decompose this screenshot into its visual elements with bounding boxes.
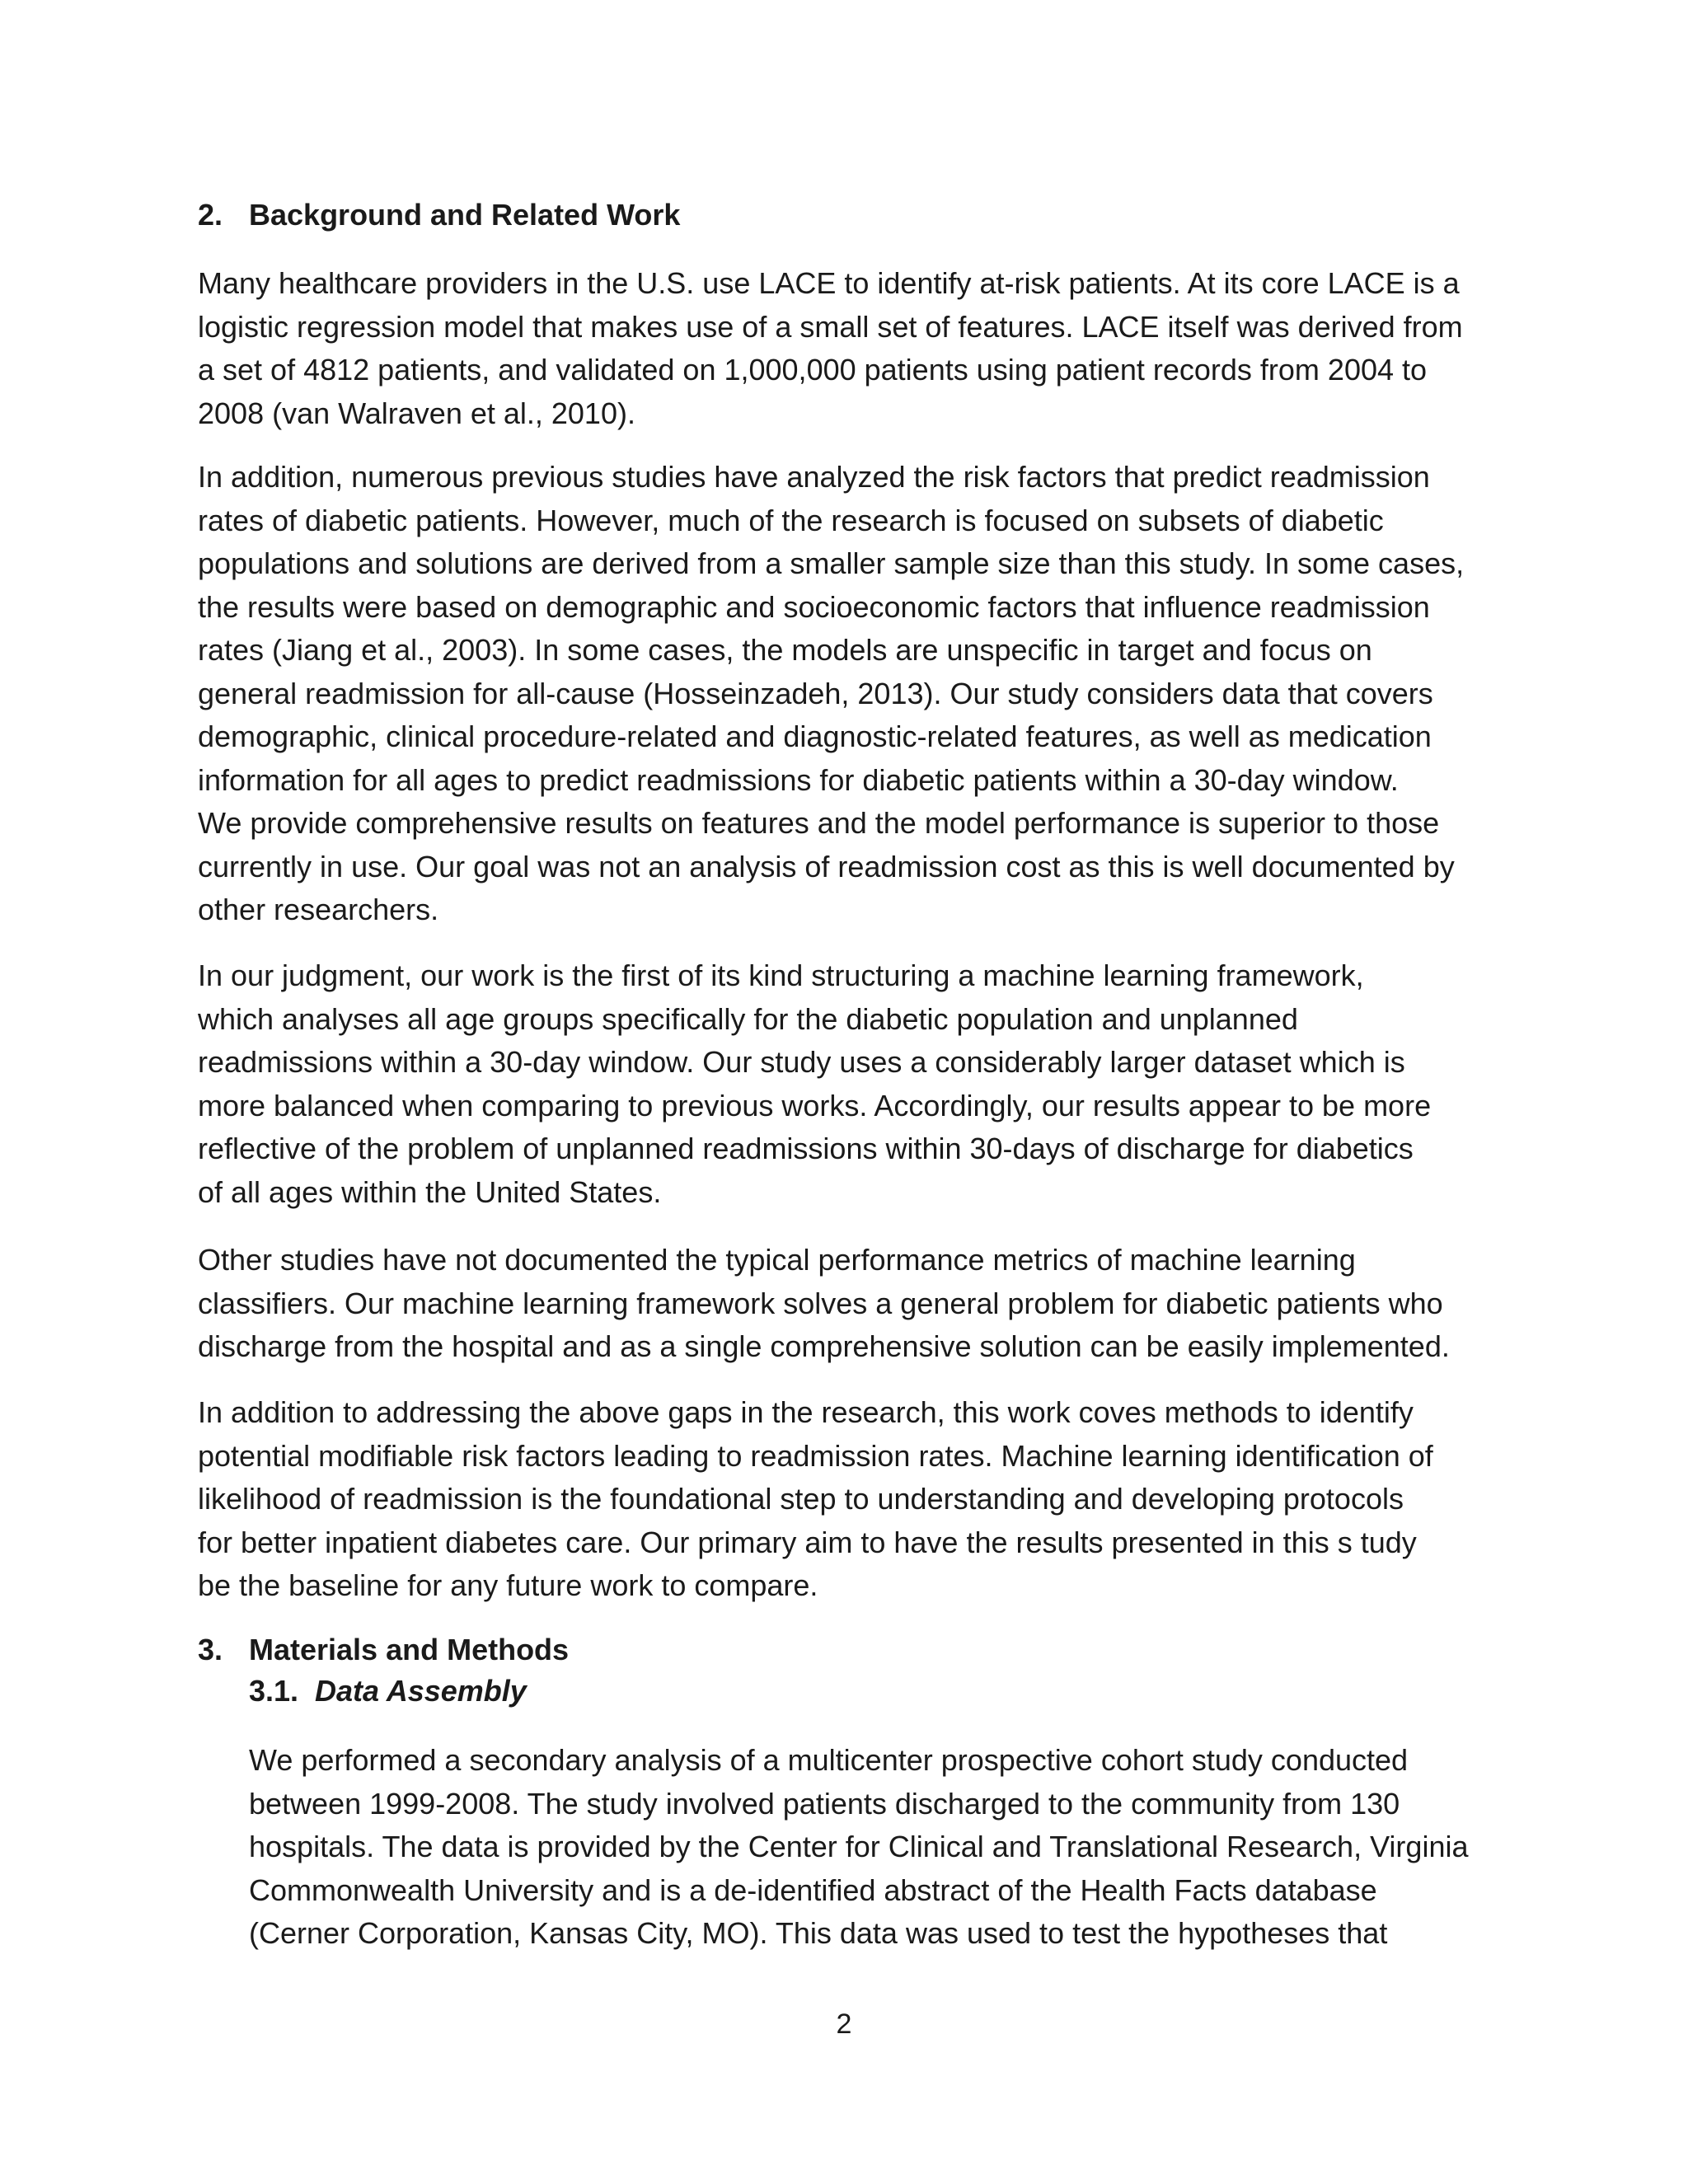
text-line: (Cerner Corporation, Kansas City, MO). This data was used to test the hypotheses that <box>249 1916 1388 1950</box>
text-line: Many healthcare providers in the U.S. use LACE to identify at-risk patients. At its core LACE is a <box>198 266 1460 300</box>
text-line: information for all ages to predict readmissions for diabetic patients within a 30-day window. <box>198 762 1399 797</box>
text-line: Other studies have not documented the typical performance metrics of machine learning <box>198 1243 1356 1277</box>
text-line: In addition, numerous previous studies have analyzed the risk factors that predict readmission <box>198 460 1430 494</box>
page-number: 2 <box>836 2008 852 2040</box>
subsection-3-1-number: 3.1. <box>249 1674 299 1708</box>
text-line: likelihood of readmission is the foundational step to understanding and developing protocols <box>198 1482 1404 1516</box>
text-line: classifiers. Our machine learning framework solves a general problem for diabetic patients who <box>198 1286 1443 1320</box>
text-line: populations and solutions are derived from a smaller sample size than this study. In some cases, <box>198 546 1465 580</box>
text-line: more balanced when comparing to previous works. Accordingly, our results appear to be more <box>198 1088 1432 1122</box>
subsection-3-1-heading <box>249 1670 527 1713</box>
background-paragraph-4 <box>198 1239 1500 1369</box>
text-line: 2008 (van Walraven et al., 2010). <box>198 396 635 430</box>
subsection-3-1-title: Data Assembly <box>315 1674 527 1708</box>
text-line: demographic, clinical procedure-related and diagnostic-related features, as well as medication <box>198 719 1432 753</box>
section-2-heading <box>198 194 680 237</box>
text-line: In our judgment, our work is the first of its kind structuring a machine learning framework, <box>198 958 1364 992</box>
text-line: rates of diabetic patients. However, much of the research is focused on subsets of diabetic <box>198 503 1384 537</box>
section-3-title: Materials and Methods <box>249 1633 570 1666</box>
text-line: In addition to addressing the above gaps in the research, this work coves methods to identify <box>198 1395 1414 1429</box>
text-line: the results were based on demographic and socioeconomic factors that influence readmission <box>198 589 1430 624</box>
text-line: readmissions within a 30-day window. Our study uses a considerably larger dataset which is <box>198 1045 1405 1079</box>
text-line: for better inpatient diabetes care. Our primary aim to have the results presented in this s tudy <box>198 1525 1417 1559</box>
background-paragraph-1 <box>198 262 1500 435</box>
text-line: We performed a secondary analysis of a multicenter prospective cohort study conducted <box>249 1743 1409 1777</box>
section-3-number: 3. <box>198 1633 223 1666</box>
background-paragraph-5 <box>198 1391 1500 1608</box>
text-line: rates (Jiang et al., 2003). In some cases, the models are unspecific in target and focus on <box>198 633 1372 667</box>
background-paragraph-3 <box>198 954 1500 1214</box>
section-2-number: 2. <box>198 198 223 232</box>
text-line: other researchers. <box>198 893 439 926</box>
text-line: be the baseline for any future work to compare. <box>198 1568 818 1602</box>
text-line: between 1999-2008. The study involved patients discharged to the community from 130 <box>249 1786 1400 1821</box>
text-line: potential modifiable risk factors leading to readmission rates. Machine learning identification of <box>198 1438 1433 1473</box>
text-line: of all ages within the United States. <box>198 1174 662 1209</box>
text-line: discharge from the hospital and as a single comprehensive solution can be easily implemented. <box>198 1329 1450 1363</box>
text-line: which analyses all age groups specifically for the diabetic population and unplanned <box>198 1001 1298 1036</box>
text-line: currently in use. Our goal was not an analysis of readmission cost as this is well documented by <box>198 849 1455 883</box>
text-line: reflective of the problem of unplanned readmissions within 30-days of discharge for diabetics <box>198 1132 1414 1165</box>
text-line: logistic regression model that makes use of a small set of features. LACE itself was derived from <box>198 309 1463 344</box>
text-line: a set of 4812 patients, and validated on 1,000,000 patients using patient records from 2004 to <box>198 353 1428 387</box>
background-paragraph-2 <box>198 456 1500 932</box>
section-2-title: Background and Related Work <box>249 198 681 232</box>
text-line: Commonwealth University and is a de-identified abstract of the Health Facts database <box>249 1872 1377 1907</box>
text-line: general readmission for all-cause (Hosseinzadeh, 2013). Our study considers data that covers <box>198 676 1433 710</box>
text-line: We provide comprehensive results on features and the model performance is superior to those <box>198 806 1440 840</box>
text-line: hospitals. The data is provided by the Center for Clinical and Translational Research, Virginia <box>249 1830 1469 1863</box>
data-assembly-paragraph <box>249 1739 1502 1956</box>
section-3-heading <box>198 1629 569 1671</box>
